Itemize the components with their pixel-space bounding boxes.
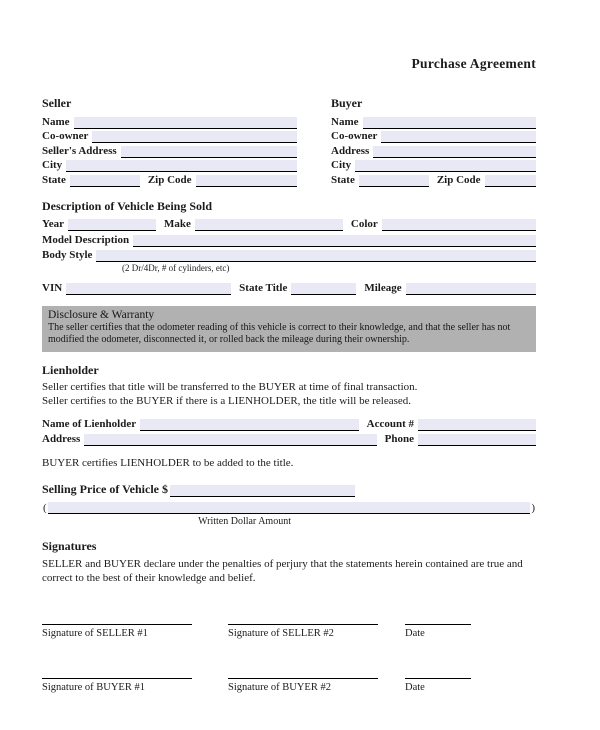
lienholder-name-field[interactable] <box>140 419 359 431</box>
buyer-address-label: Address <box>331 144 370 157</box>
selling-price-label: Selling Price of Vehicle $ <box>42 481 168 496</box>
seller-city-field[interactable] <box>66 160 297 172</box>
seller-city-label: City <box>42 159 63 171</box>
paren-close: ) <box>531 501 535 514</box>
buyer2-signature-label: Signature of BUYER #2 <box>228 682 331 694</box>
seller-state-zip-row <box>42 172 297 187</box>
buyer-state-field[interactable] <box>359 175 429 187</box>
buyer-address-field[interactable] <box>373 146 536 158</box>
buyer-coowner-field[interactable] <box>381 131 536 143</box>
seller-date-line[interactable] <box>405 612 471 625</box>
buyer-city-field[interactable] <box>355 160 536 172</box>
lienholder-address-field[interactable] <box>84 434 376 446</box>
seller-zip-field[interactable] <box>196 175 297 187</box>
vehicle-heading: Description of Vehicle Being Sold <box>42 198 213 213</box>
buyer-state-zip-row <box>331 172 536 187</box>
model-description-label: Model Description <box>42 233 130 246</box>
mileage-label: Mileage <box>364 281 402 294</box>
account-field[interactable] <box>418 419 536 431</box>
body-style-label: Body Style <box>42 249 93 261</box>
price-section <box>42 481 536 527</box>
signatures-section <box>42 539 536 694</box>
seller-coowner-field[interactable] <box>92 131 297 143</box>
disclosure-box <box>42 306 536 353</box>
model-description-field[interactable] <box>133 235 536 247</box>
buyer2-signature-block <box>228 666 378 693</box>
buyer-heading: Buyer <box>331 96 363 110</box>
buyer1-signature-label: Signature of BUYER #1 <box>42 682 145 694</box>
lienholder-address-label: Address <box>42 432 81 445</box>
buyer-name-field[interactable] <box>363 117 537 129</box>
phone-field[interactable] <box>418 434 536 446</box>
lienholder-heading: Lienholder <box>42 363 99 378</box>
seller-heading: Seller <box>42 96 72 110</box>
buyer2-signature-line[interactable] <box>228 666 378 679</box>
color-label: Color <box>350 218 378 230</box>
seller-name-label: Name <box>42 115 70 128</box>
vin-label: VIN <box>42 281 63 294</box>
buyer-city-label: City <box>331 159 352 171</box>
seller-address-row <box>42 143 297 158</box>
disclosure-text: The seller certifies that the odometer reading of this vehicle is correct to their knowledge, and that the seller has not modified the odometer, disconnected it, or rolled back the mileage during their ownership. <box>48 321 511 346</box>
buyer-date-label: Date <box>405 682 425 694</box>
buyer-zip-field[interactable] <box>485 175 536 187</box>
buyer-signature-row <box>42 666 536 693</box>
written-dollar-amount-label: Written Dollar Amount <box>198 515 291 527</box>
seller-column <box>42 96 297 187</box>
lienholder-buyer-note: BUYER certifies LIENHOLDER to be added to the title. <box>42 456 294 469</box>
lienholder-section <box>42 363 536 469</box>
account-label: Account # <box>366 418 414 431</box>
seller1-signature-block <box>42 612 192 639</box>
seller2-signature-label: Signature of SELLER #2 <box>228 628 334 640</box>
written-amount-field[interactable] <box>48 502 531 514</box>
seller-city-row <box>42 158 297 173</box>
signatures-declaration: SELLER and BUYER declare under the penalties of perjury that the statements herein contained are true and correct to the best of their knowledge and belief. <box>42 557 523 584</box>
body-style-hint: (2 Dr/4Dr, # of cylinders, etc) <box>122 263 230 273</box>
buyer-coowner-label: Co-owner <box>331 130 378 142</box>
body-style-row <box>42 248 536 263</box>
selling-price-field[interactable] <box>170 485 355 497</box>
buyer-address-row <box>331 143 536 158</box>
lienholder-name-label: Name of Lienholder <box>42 418 137 431</box>
buyer-date-block <box>405 666 471 693</box>
buyer-name-row <box>331 114 536 129</box>
seller-address-label: Seller's Address <box>42 144 117 157</box>
written-amount-row <box>42 499 536 514</box>
make-label: Make <box>164 218 191 230</box>
model-description-row <box>42 232 536 247</box>
state-title-label: State Title <box>239 281 288 294</box>
year-label: Year <box>42 218 64 230</box>
phone-label: Phone <box>384 432 414 445</box>
seller-date-block <box>405 612 471 639</box>
seller2-signature-line[interactable] <box>228 612 378 625</box>
page-title: Purchase Agreement <box>411 56 536 71</box>
disclosure-heading: Disclosure & Warranty <box>48 308 155 321</box>
vin-field[interactable] <box>66 283 231 295</box>
buyer-coowner-row <box>331 129 536 144</box>
vehicle-year-make-color-row <box>42 217 536 232</box>
buyer1-signature-line[interactable] <box>42 666 192 679</box>
price-row <box>42 481 536 497</box>
lienholder-line2: Seller certifies to the BUYER if there is a LIENHOLDER, the title will be released. <box>42 394 411 407</box>
lienholder-address-row <box>42 431 536 446</box>
vin-row <box>42 280 536 295</box>
lienholder-fields <box>42 417 536 446</box>
paren-open: ( <box>43 501 47 514</box>
mileage-field[interactable] <box>406 283 536 295</box>
buyer-zip-label: Zip Code <box>436 173 481 186</box>
seller-coowner-label: Co-owner <box>42 130 89 142</box>
seller1-signature-line[interactable] <box>42 612 192 625</box>
vehicle-section <box>42 199 536 295</box>
year-field[interactable] <box>68 219 156 231</box>
state-title-field[interactable] <box>291 283 356 295</box>
seller-coowner-row <box>42 129 297 144</box>
seller-zip-label: Zip Code <box>147 173 192 186</box>
seller-name-row <box>42 114 297 129</box>
lienholder-name-row <box>42 417 536 432</box>
buyer1-signature-block <box>42 666 192 693</box>
parties-section <box>42 96 536 187</box>
buyer-column <box>331 96 536 187</box>
seller-date-label: Date <box>405 628 425 640</box>
seller-address-field[interactable] <box>121 146 297 158</box>
lienholder-line1: Seller certifies that title will be transferred to the BUYER at time of final transaction. <box>42 381 418 394</box>
signatures-heading: Signatures <box>42 538 97 553</box>
buyer-state-label: State <box>331 173 355 186</box>
seller2-signature-block <box>228 612 378 639</box>
seller-name-field[interactable] <box>74 117 298 129</box>
seller-signature-row <box>42 612 536 639</box>
body-style-field[interactable] <box>96 250 536 262</box>
seller-state-label: State <box>42 173 66 186</box>
make-field[interactable] <box>195 219 343 231</box>
buyer-date-line[interactable] <box>405 666 471 679</box>
color-field[interactable] <box>382 219 536 231</box>
seller1-signature-label: Signature of SELLER #1 <box>42 628 148 640</box>
seller-state-field[interactable] <box>70 175 140 187</box>
buyer-city-row <box>331 158 536 173</box>
buyer-name-label: Name <box>331 115 359 128</box>
